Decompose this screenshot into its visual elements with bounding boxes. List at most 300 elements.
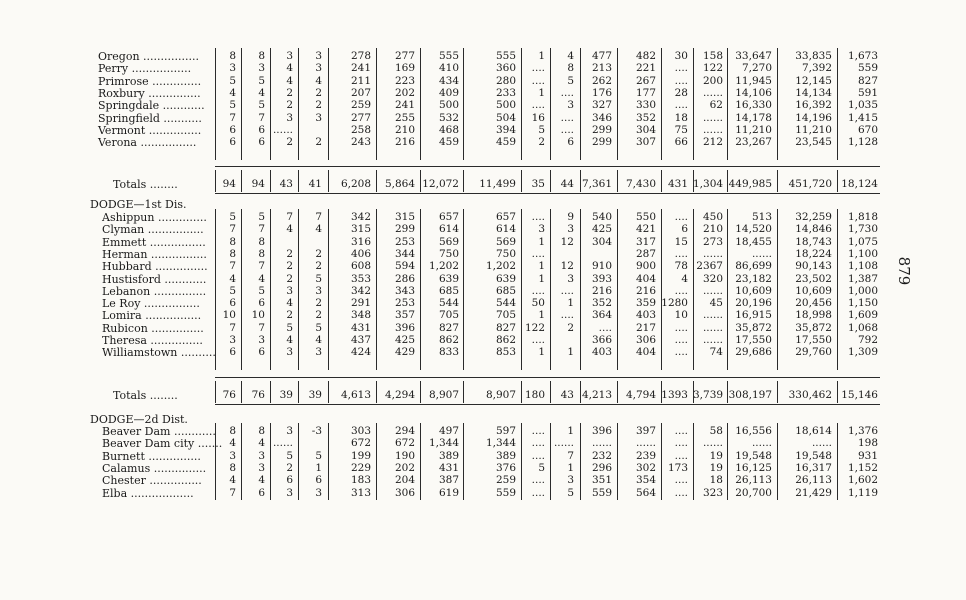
cell-col-13: ....	[674, 486, 688, 499]
section-heading: DODGE—1st Dis.	[90, 198, 187, 211]
cell-col-7: 827	[438, 321, 459, 334]
cell-col-1: 4	[229, 86, 236, 99]
leader-dots: ............	[160, 272, 207, 286]
cell-col-12: 352	[635, 111, 656, 124]
cell-col-4: 1	[315, 461, 322, 474]
cell-col-5: 353	[350, 272, 371, 285]
cell-col-3: 3	[286, 284, 293, 297]
total-col-15: 449,985	[728, 178, 772, 190]
town-name-text: Theresa	[102, 334, 147, 347]
cell-col-6: 241	[394, 99, 415, 112]
cell-col-15: 17,550	[735, 334, 772, 346]
cell-col-12: 306	[635, 334, 656, 346]
cell-col-10: 6	[567, 136, 574, 149]
cell-col-6: 299	[394, 223, 415, 236]
cell-col-4: 6	[315, 474, 322, 487]
cell-col-1: 4	[229, 474, 236, 487]
cell-col-17: 1,000	[847, 284, 878, 297]
total-col-12: 4,794	[625, 389, 656, 401]
cell-col-15: 33,647	[735, 50, 772, 62]
cell-col-13: 28	[674, 86, 688, 99]
cell-col-14: 62	[709, 99, 723, 112]
cell-col-16: 23,502	[795, 272, 832, 285]
leader-dots: ..............	[148, 74, 202, 88]
column-rule	[837, 170, 838, 192]
column-rule	[328, 381, 329, 403]
table-row	[0, 309, 966, 322]
cell-col-13: ....	[674, 449, 688, 462]
cell-col-8: 614	[495, 223, 516, 236]
cell-col-12: 304	[635, 123, 656, 136]
cell-col-9: 1	[538, 260, 545, 273]
leader-dots: ...............	[150, 461, 207, 475]
cell-col-6: 202	[394, 461, 415, 474]
cell-col-7: 639	[438, 272, 459, 285]
cell-col-9: 3	[538, 223, 545, 236]
cell-col-6: 396	[394, 321, 415, 334]
cell-col-16: 18,614	[795, 425, 832, 437]
cell-col-15: 14,520	[735, 223, 772, 236]
cell-col-10: ......	[553, 437, 574, 450]
town-name	[98, 136, 210, 149]
town-name	[102, 474, 214, 487]
town-name-text: Primrose	[98, 74, 149, 88]
cell-col-4: 7	[315, 211, 322, 223]
cell-col-3: 5	[286, 321, 293, 334]
cell-col-14: ......	[702, 284, 723, 297]
leader-dots: ...............	[150, 284, 207, 298]
cell-col-14: 2367	[696, 260, 723, 273]
cell-col-15: 11,210	[735, 123, 772, 136]
cell-col-10: 5	[567, 74, 574, 87]
cell-col-13: 173	[667, 461, 688, 474]
cell-col-11: ......	[591, 437, 612, 450]
town-name	[102, 236, 214, 249]
town-name-text: Lomira	[102, 309, 142, 323]
cell-col-14: 58	[709, 425, 723, 437]
cell-col-16: 14,846	[795, 223, 832, 236]
cell-col-11: 346	[591, 111, 612, 124]
cell-col-17: 1,309	[847, 346, 878, 359]
cell-col-16: 10,609	[795, 284, 832, 297]
cell-col-7: 431	[438, 461, 459, 474]
leader-dots: ...........	[159, 111, 202, 125]
cell-col-17: 931	[857, 449, 878, 462]
cell-col-13: ....	[674, 437, 688, 450]
table-row	[0, 236, 966, 249]
cell-col-3: 4	[286, 62, 293, 75]
cell-col-10: ....	[560, 309, 574, 322]
column-rule	[661, 48, 662, 160]
cell-col-5: 608	[350, 260, 371, 273]
column-rule	[328, 48, 329, 160]
cell-col-2: 7	[258, 111, 265, 124]
column-rule	[550, 423, 551, 500]
column-rule	[580, 48, 581, 160]
column-rule	[328, 423, 329, 500]
cell-col-6: 255	[394, 111, 415, 124]
cell-col-7: 434	[438, 74, 459, 87]
column-rule	[215, 423, 216, 500]
cell-col-6: 216	[394, 136, 415, 149]
cell-col-12: 287	[635, 247, 656, 260]
cell-col-17: 1,119	[847, 486, 878, 499]
cell-col-4: -3	[311, 425, 322, 437]
cell-col-13: 18	[674, 111, 688, 124]
cell-col-9: 5	[538, 123, 545, 136]
cell-col-7: 532	[438, 111, 459, 124]
cell-col-9: ....	[531, 449, 545, 462]
column-rule	[420, 170, 421, 192]
table-row	[0, 273, 966, 286]
cell-col-9: ....	[531, 474, 545, 487]
cell-col-12: 217	[635, 321, 656, 334]
cell-col-17: 1,128	[847, 136, 878, 149]
cell-col-15: 20,196	[735, 297, 772, 310]
cell-col-3: 2	[286, 99, 293, 112]
column-rule	[521, 381, 522, 403]
column-rule	[270, 209, 271, 370]
cell-col-15: 26,113	[735, 474, 772, 487]
cell-col-12: 267	[635, 74, 656, 87]
column-rule	[617, 48, 618, 160]
cell-col-7: 862	[438, 334, 459, 346]
cell-col-3: 3	[286, 346, 293, 359]
town-name	[98, 50, 210, 63]
cell-col-3: 5	[286, 449, 293, 462]
cell-col-2: 7	[258, 260, 265, 273]
cell-col-15: 23,267	[735, 136, 772, 149]
town-name-text: Lebanon	[102, 284, 151, 298]
cell-col-10: 3	[567, 99, 574, 112]
cell-col-3: 2	[286, 86, 293, 99]
cell-col-11: 366	[591, 334, 612, 346]
cell-col-2: 3	[258, 62, 265, 75]
column-rule	[521, 170, 522, 192]
cell-col-8: 657	[495, 211, 516, 223]
total-col-16: 451,720	[788, 178, 832, 190]
cell-col-5: 229	[350, 461, 371, 474]
column-rule	[420, 381, 421, 403]
cell-col-13: 6	[681, 223, 688, 236]
column-rule	[617, 209, 618, 370]
table-row	[0, 346, 966, 359]
cell-col-8: 504	[495, 111, 516, 124]
cell-col-12: 221	[635, 62, 656, 75]
column-rule	[837, 423, 838, 500]
cell-col-17: 1,818	[847, 211, 878, 223]
town-name	[102, 346, 214, 359]
column-rule	[376, 209, 377, 370]
cell-col-12: 239	[635, 449, 656, 462]
cell-col-1: 8	[229, 425, 236, 437]
cell-col-13: ....	[674, 334, 688, 346]
total-col-4: 39	[308, 389, 322, 401]
cell-col-4: 3	[315, 111, 322, 124]
cell-col-3: 3	[286, 425, 293, 437]
column-rule	[693, 48, 694, 160]
cell-col-16: 17,550	[795, 334, 832, 346]
column-rule	[617, 170, 618, 192]
cell-col-5: 199	[350, 449, 371, 462]
cell-col-6: 425	[394, 334, 415, 346]
cell-col-2: 8	[258, 50, 265, 62]
cell-col-2: 8	[258, 247, 265, 260]
cell-col-15: ......	[751, 247, 772, 260]
cell-col-11: 393	[591, 272, 612, 285]
column-rule	[580, 423, 581, 500]
total-rule	[215, 404, 880, 405]
cell-col-15: 86,699	[735, 260, 772, 273]
cell-col-14: ......	[702, 437, 723, 450]
column-rule	[241, 381, 242, 403]
cell-col-4: 2	[315, 260, 322, 273]
cell-col-10: 1	[567, 346, 574, 359]
cell-col-14: 18	[709, 474, 723, 487]
totals-row	[0, 389, 966, 402]
cell-col-16: 90,143	[795, 260, 832, 273]
leader-dots: ...............	[145, 123, 202, 137]
cell-col-5: 277	[350, 111, 371, 124]
cell-col-12: 359	[635, 297, 656, 310]
cell-col-11: 364	[591, 309, 612, 322]
cell-col-4: 4	[315, 223, 322, 236]
cell-col-3: 3	[286, 486, 293, 499]
cell-col-8: 597	[495, 425, 516, 437]
cell-col-9: ....	[531, 74, 545, 87]
cell-col-1: 5	[229, 211, 236, 223]
town-name-text: Burnett	[102, 449, 145, 463]
cell-col-16: 26,113	[795, 474, 832, 487]
cell-col-6: 210	[394, 123, 415, 136]
cell-col-17: 1,673	[847, 50, 878, 62]
town-name-text: Beaver Dam	[102, 425, 171, 438]
cell-col-10: 3	[567, 272, 574, 285]
cell-col-6: 202	[394, 86, 415, 99]
cell-col-12: 397	[635, 425, 656, 437]
column-rule	[241, 170, 242, 192]
cell-col-2: 5	[258, 211, 265, 223]
town-name	[102, 334, 214, 347]
cell-col-1: 7	[229, 260, 236, 273]
cell-col-12: 404	[635, 346, 656, 359]
section-heading-row	[0, 198, 966, 211]
cell-col-8: 569	[495, 235, 516, 248]
cell-col-4: 2	[315, 86, 322, 99]
cell-col-17: 591	[857, 86, 878, 99]
cell-col-15: 16,556	[735, 425, 772, 437]
cell-col-1: 5	[229, 74, 236, 87]
cell-col-11: 299	[591, 136, 612, 149]
cell-col-13: ....	[674, 474, 688, 487]
cell-col-11: ....	[598, 321, 612, 334]
cell-col-7: 569	[438, 235, 459, 248]
cell-col-1: 7	[229, 223, 236, 236]
cell-col-3: 2	[286, 461, 293, 474]
cell-col-17: 559	[857, 62, 878, 75]
cell-col-5: 258	[350, 123, 371, 136]
cell-col-11: 213	[591, 62, 612, 75]
cell-col-8: 394	[495, 123, 516, 136]
total-col-4: 41	[308, 178, 322, 190]
cell-col-3: 7	[286, 211, 293, 223]
cell-col-7: 750	[438, 247, 459, 260]
cell-col-10: 1	[567, 297, 574, 310]
town-name-text: Elba	[102, 486, 128, 500]
cell-col-12: 421	[635, 223, 656, 236]
column-rule	[298, 170, 299, 192]
cell-col-4	[298, 236, 322, 249]
leader-dots: ...............	[144, 449, 201, 463]
cell-col-10: 12	[560, 235, 574, 248]
cell-col-7: 555	[438, 50, 459, 62]
cell-col-2: 4	[258, 437, 265, 450]
cell-col-16: 29,760	[795, 346, 832, 359]
total-rule	[215, 377, 880, 378]
cell-col-2: 3	[258, 461, 265, 474]
cell-col-1: 6	[229, 297, 236, 310]
total-col-14: 3,739	[693, 389, 724, 401]
cell-col-10: ....	[560, 123, 574, 136]
leader-dots: ........	[146, 389, 178, 402]
total-col-7: 12,072	[422, 178, 459, 190]
cell-col-17: 670	[857, 123, 878, 136]
town-name-text: Rubicon	[102, 321, 148, 335]
leader-dots: ................	[144, 223, 204, 237]
cell-col-4: 2	[315, 297, 322, 310]
cell-col-2: 7	[258, 321, 265, 334]
cell-col-10	[550, 334, 574, 347]
town-name	[98, 124, 210, 137]
cell-col-16: 20,456	[795, 297, 832, 310]
cell-col-7: 500	[438, 99, 459, 112]
column-rule	[463, 423, 464, 500]
column-rule	[727, 423, 728, 500]
cell-col-12: 482	[635, 50, 656, 62]
cell-col-7: 657	[438, 211, 459, 223]
cell-col-5: 672	[350, 437, 371, 450]
cell-col-8: 639	[495, 272, 516, 285]
cell-col-14: 323	[702, 486, 723, 499]
cell-col-13: ....	[674, 247, 688, 260]
table-row	[0, 474, 966, 487]
column-rule	[215, 381, 216, 403]
cell-col-10: 8	[567, 62, 574, 75]
cell-col-9: 2	[538, 136, 545, 149]
town-name	[102, 260, 214, 273]
table-row	[0, 87, 966, 100]
cell-col-16: 32,259	[795, 211, 832, 223]
cell-col-11	[576, 248, 612, 261]
cell-col-10: 3	[567, 223, 574, 236]
cell-col-5: 342	[350, 211, 371, 223]
cell-col-2: 8	[258, 425, 265, 437]
cell-col-11: 296	[591, 461, 612, 474]
cell-col-15: 20,700	[735, 486, 772, 499]
cell-col-14: 273	[702, 235, 723, 248]
cell-col-10: ....	[560, 86, 574, 99]
cell-col-8: 559	[495, 486, 516, 499]
cell-col-4: 5	[315, 449, 322, 462]
cell-col-7: 389	[438, 449, 459, 462]
leader-dots: ..............	[154, 211, 207, 224]
column-rule	[693, 423, 694, 500]
cell-col-16: 18,743	[795, 235, 832, 248]
town-name	[102, 309, 214, 322]
cell-col-8: 544	[495, 297, 516, 310]
cell-col-11: 477	[591, 50, 612, 62]
column-rule	[580, 170, 581, 192]
cell-col-15: 18,455	[735, 235, 772, 248]
town-name-text: Ashippun	[102, 211, 155, 224]
cell-col-4: 3	[315, 62, 322, 75]
cell-col-1: 6	[229, 346, 236, 359]
cell-col-1: 8	[229, 50, 236, 62]
column-rule	[298, 423, 299, 500]
cell-col-14: ......	[702, 247, 723, 260]
cell-col-16: 11,210	[795, 123, 832, 136]
cell-col-1: 3	[229, 334, 236, 346]
cell-col-17: 1,108	[847, 260, 878, 273]
cell-col-13: ....	[674, 99, 688, 112]
cell-col-13: ....	[674, 321, 688, 334]
cell-col-7: 1,202	[428, 260, 459, 273]
cell-col-3: 2	[286, 260, 293, 273]
table-row	[0, 462, 966, 475]
cell-col-14: 158	[702, 50, 723, 62]
column-rule	[521, 423, 522, 500]
table-row	[0, 99, 966, 112]
total-col-7: 8,907	[428, 389, 459, 401]
column-rule	[550, 381, 551, 403]
column-rule	[270, 170, 271, 192]
leader-dots: ................	[147, 247, 207, 261]
cell-col-3: 4	[286, 74, 293, 87]
page-number: 879	[895, 256, 913, 286]
cell-col-16: 33,835	[795, 50, 832, 62]
cell-col-4: 3	[315, 486, 322, 499]
cell-col-4: 2	[315, 309, 322, 322]
leader-dots: ................	[136, 136, 197, 150]
cell-col-15: 513	[751, 211, 772, 223]
cell-col-12: 307	[635, 136, 656, 149]
cell-col-8: 555	[495, 50, 516, 62]
cell-col-5: 291	[350, 297, 371, 310]
cell-col-17: 1,068	[847, 321, 878, 334]
cell-col-7: 1,344	[428, 437, 459, 450]
cell-col-16: 18,224	[795, 247, 832, 260]
column-rule	[376, 423, 377, 500]
cell-col-16: 35,872	[795, 321, 832, 334]
cell-col-16: 16,392	[795, 99, 832, 112]
cell-col-11: 352	[591, 297, 612, 310]
leader-dots: ............	[170, 425, 216, 438]
column-rule	[617, 423, 618, 500]
cell-col-10: 3	[567, 474, 574, 487]
cell-col-15: 7,270	[741, 62, 772, 75]
cell-col-10: ....	[560, 284, 574, 297]
cell-col-4: 2	[315, 99, 322, 112]
cell-col-11: 910	[591, 260, 612, 273]
cell-col-12: 403	[635, 309, 656, 322]
cell-col-11: 216	[591, 284, 612, 297]
cell-col-16: 19,548	[795, 449, 832, 462]
column-rule	[463, 209, 464, 370]
town-name	[102, 248, 214, 261]
cell-col-9: ....	[531, 247, 545, 260]
cell-col-14: 212	[702, 136, 723, 149]
cell-col-3: 6	[286, 474, 293, 487]
